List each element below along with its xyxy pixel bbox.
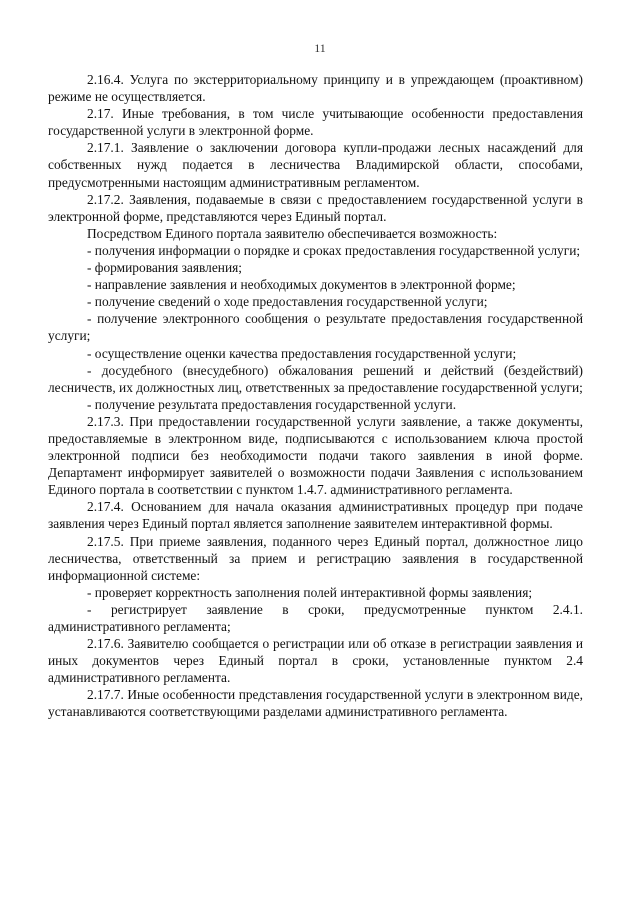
list-item: - проверяет корректность заполнения полей интерактивной формы заявления; [87, 584, 533, 600]
paragraph-2-17-7: 2.17.7. Иные особенности представления государственной услуги в электронном виде, устанавливаются соответствующими разделами административного регламента. [48, 687, 583, 720]
paragraph-2-17-6: 2.17.6. Заявителю сообщается о регистрации или об отказе в регистрации заявления и иных документов через Единый портал в сроки, установленные пунктом 2.4 административного регламента. [48, 636, 583, 686]
list-item: - получение сведений о ходе предоставления государственной услуги; [87, 294, 488, 310]
list-item: - направление заявления и необходимых документов в электронной форме; [87, 277, 516, 293]
paragraph-2-17: 2.17. Иные требования, в том числе учитывающие особенности предоставления государственной услуги в электронной форме. [48, 106, 583, 139]
page-number: 11 [314, 41, 326, 55]
document-body [48, 71, 583, 721]
paragraph-2-17-5: 2.17.5. При приеме заявления, поданного через Единый портал, должностное лицо лесничества, ответственный за прием и регистрацию заявления в государственной информационной системе: [48, 533, 583, 583]
paragraph-2-17-4: 2.17.4. Основанием для начала оказания административных процедур при подаче заявления через Единый портал является заполнение заявителем интерактивной формы. [48, 499, 583, 532]
list-item: - получения информации о порядке и сроках предоставления государственной услуги; [87, 242, 581, 258]
list-item: - получение результата предоставления государственной услуги. [87, 396, 457, 412]
list-item: - формирования заявления; [87, 260, 243, 276]
paragraph-2-17-1: 2.17.1. Заявление о заключении договора купли-продажи лесных насаждений для собственных нужд подается в лесничества Владимирской области, способами, предусмотренными настоящим административным регламентом. [48, 140, 583, 190]
list-item: - регистрирует заявление в сроки, предусмотренные пунктом 2.4.1. административного регламента; [48, 601, 583, 634]
list-item: - осуществление оценки качества предоставления государственной услуги; [87, 345, 517, 361]
paragraph-portal-intro: Посредством Единого портала заявителю обеспечивается возможность: [87, 225, 498, 241]
list-item: - досудебного (внесудебного) обжалования решений и действий (бездействий) лесничеств, их должностных лиц, ответственных за предоставление государственной услуги; [48, 362, 583, 395]
paragraph-2-17-3: 2.17.3. При предоставлении государственной услуги заявление, а также документы, предоставляемые в электронном виде, подписываются с использованием ключа простой электронной подписи без необходимости подачи такого заявления в иной форме. Департамент информирует заявителей о возможности подачи Заявления с использованием Единого портала в соответствии с пунктом 1.4.7. административного регламента. [48, 413, 583, 498]
paragraph-2-17-2: 2.17.2. Заявления, подаваемые в связи с предоставлением государственной услуги в электронной форме, представляются через Единый портал. [48, 191, 583, 224]
paragraph-2-16-4: 2.16.4. Услуга по экстерриториальному принципу и в упреждающем (проактивном) режиме не осуществляется. [48, 72, 583, 105]
list-item: - получение электронного сообщения о результате предоставления государственной услуги; [48, 311, 583, 344]
